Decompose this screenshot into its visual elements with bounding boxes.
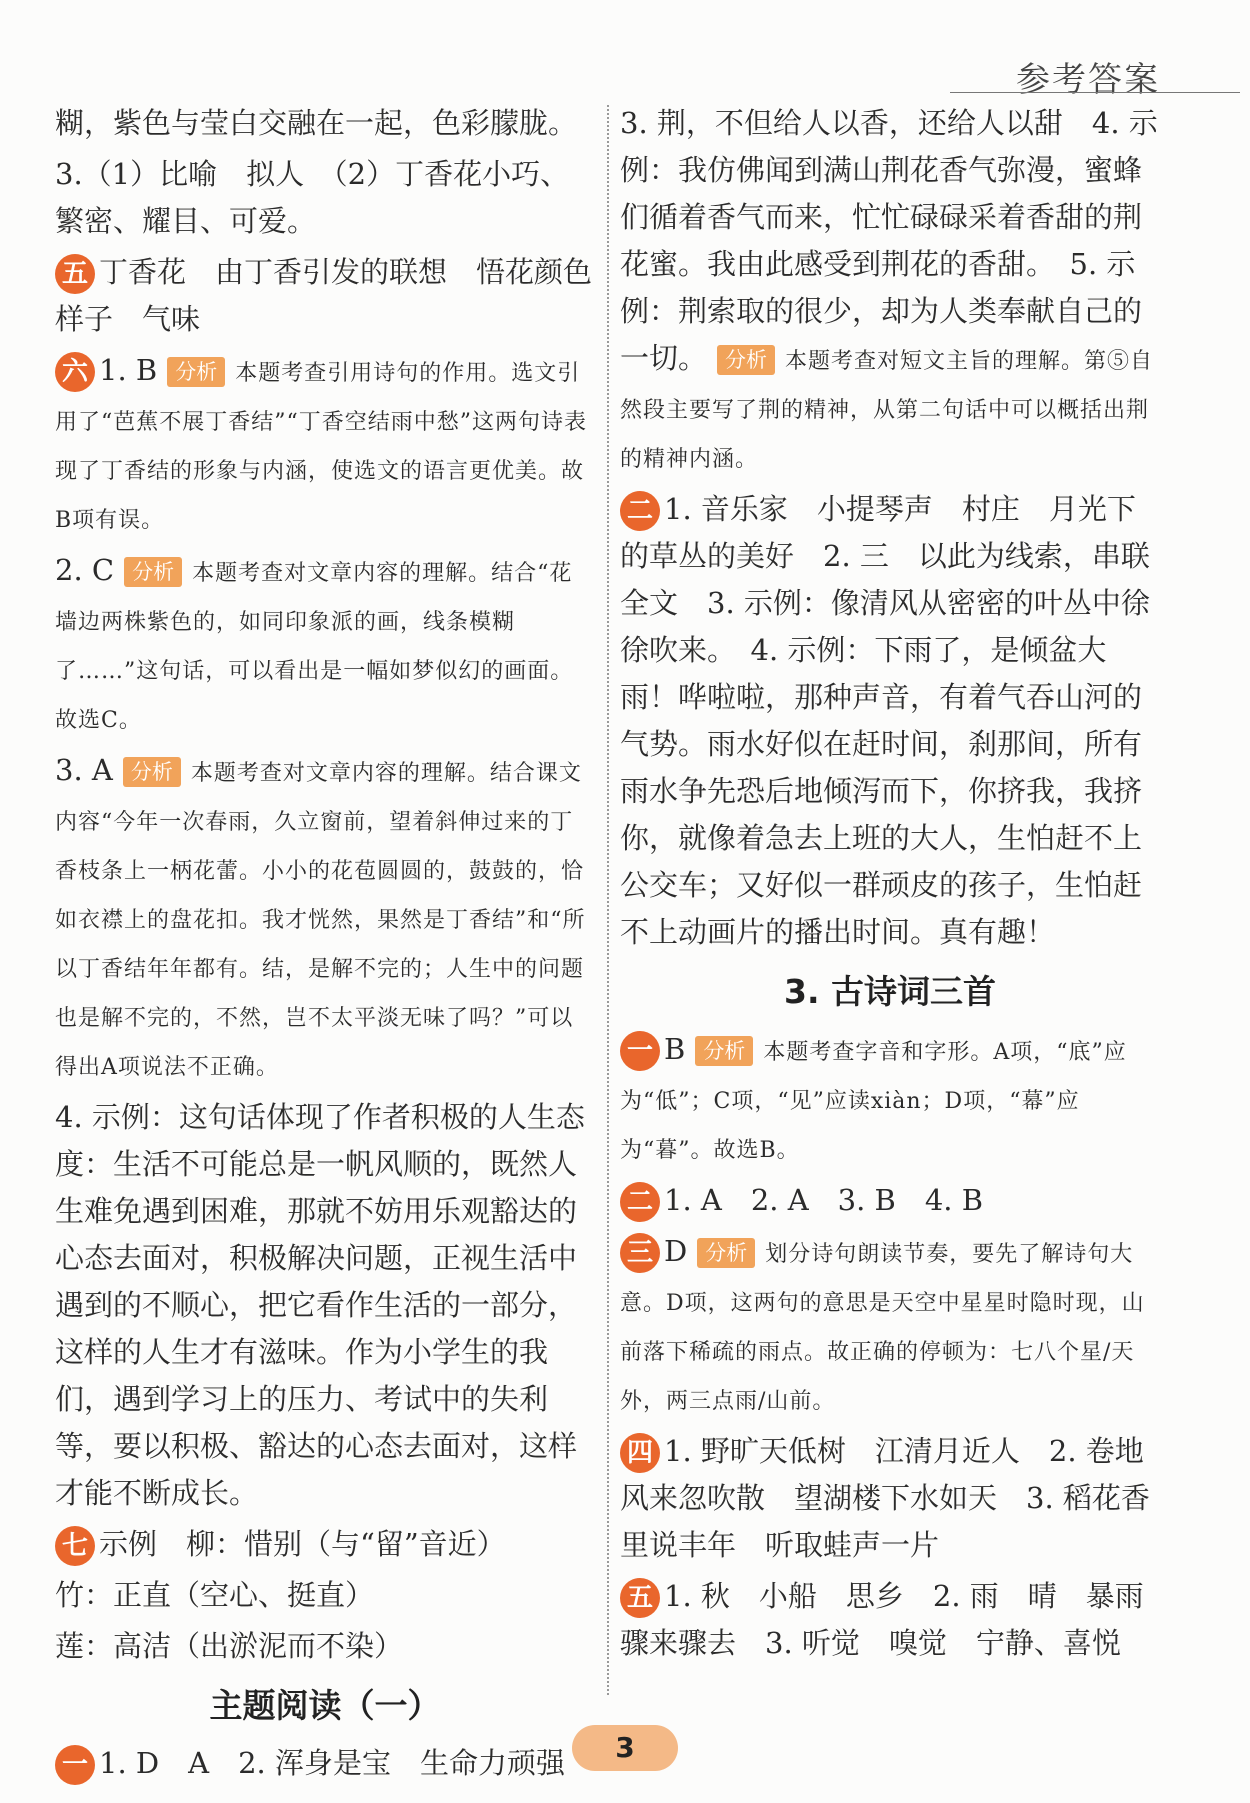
analysis-text: 本题考查对文章内容的理解。结合课文内容“今年一次春雨，久立窗前，望着斜伸过来的丁香枝条上一柄花蕾。小小的花苞圆圆的，鼓鼓的，恰如衣襟上的盘花扣。我才恍然，果然是丁香结”和“所以丁香结年年都有。结，是解不完的；人生中的问题也是解不完的，不然，岂不太平淡无味了吗？”可以得出A项说法不正确。 [55, 761, 586, 1080]
section-title: 3. 古诗词三首 [784, 972, 996, 1011]
answer-key: 1. B [99, 353, 158, 387]
section-badge: 一 [620, 1031, 660, 1071]
answer-section [55, 249, 622, 343]
analysis-tag: 分析 [167, 357, 225, 387]
analysis-text: 划分诗句朗读节奏，要先了解诗句大意。D项，这两句的意思是天空中星星时隐时现，山前落下稀疏的雨点。故正确的停顿为：七八个星/天外，两三点雨/山前。 [620, 1242, 1145, 1414]
answer-text: 1. D A 2. 浑身是宝 生命力顽强 [99, 1746, 565, 1780]
section-badge: 四 [620, 1433, 660, 1473]
answer-text: 示例 柳：惜别（与“留”音近） [99, 1527, 506, 1561]
answer-key: D [664, 1234, 688, 1268]
analysis-text: 本题考查对短文主旨的理解。第⑤自然段主要写了荆的精神，从第二句话中可以概括出荆的精神内涵。 [620, 349, 1154, 472]
right-column [620, 100, 1160, 1671]
left-column [55, 100, 622, 1791]
section-badge: 一 [55, 1745, 95, 1785]
answer-text: 竹：正直（空心、挺直） [55, 1578, 375, 1612]
answer-key: B [664, 1032, 686, 1066]
section-badge: 二 [620, 491, 660, 531]
analysis-tag: 分析 [695, 1036, 753, 1066]
header-rule [950, 92, 1240, 93]
section-badge: 二 [620, 1182, 660, 1222]
analysis-tag: 分析 [124, 557, 182, 587]
answer-text: 4. 示例：这句话体现了作者积极的人生态度：生活不可能总是一帆风顺的，既然人生难免遇到困难，那就不妨用乐观豁达的心态去面对，积极解决问题，正视生活中遇到的不顺心，把它看作生活的一部分，这样的人生才有滋味。作为小学生的我们，遇到学习上的压力、考试中的失利等，要以积极、豁达的心态去面对，这样才能不断成长。 [55, 1100, 585, 1510]
answer-text: 丁香花 由丁香引发的联想 悟花颜色 样子 气味 [55, 255, 622, 336]
section-badge: 三 [620, 1233, 660, 1273]
answer-text: 1. 音乐家 小提琴声 村庄 月光下的草丛的美好 2. 三 以此为线索，串联全文 3. 示例：像清风从密密的叶丛中徐徐吹来。 4. 示例：下雨了，是倾盆大雨！哗啦啦，那种声音，有着气吞山河的气势。雨水好似在赶时间，刹那间，所有雨水争先恐后地倾泻而下，你挤我，我挤你，就像着急去上班的大人，生怕赶不上公交车；又好似一群顽皮的孩子，生怕赶不上动画片的播出时间。真有趣！ [620, 492, 1150, 949]
page-number: 3 [572, 1725, 678, 1771]
analysis-tag: 分析 [717, 345, 775, 375]
section-badge: 七 [55, 1526, 95, 1566]
answer-text: 3. 荆，不但给人以香，还给人以甜 4. 示例：我仿佛闻到满山荆花香气弥漫，蜜蜂们循着香气而来，忙忙碌碌采着香甜的荆花蜜。我由此感受到荆花的香甜。 5. 示例：荆索取的很少，却为人类奉献自己的一切。 [620, 106, 1158, 375]
section-badge: 五 [55, 254, 95, 294]
answer-text: 3.（1）比喻 拟人 （2）丁香花小巧、繁密、耀目、可爱。 [55, 157, 570, 238]
analysis-tag: 分析 [123, 757, 181, 787]
analysis-text: 本题考查对文章内容的理解。结合“花墙边两株紫色的，如同印象派的画，线条模糊了……”这句话，可以看出是一幅如梦似幻的画面。故选C。 [55, 561, 574, 733]
section-badge: 五 [620, 1578, 660, 1618]
answer-key: 2. C [55, 553, 115, 587]
analysis-tag: 分析 [697, 1238, 755, 1268]
answer-text: 糊，紫色与莹白交融在一起，色彩朦胧。 [55, 106, 578, 140]
analysis-text: 本题考查引用诗句的作用。选文引用了“芭蕉不展丁香结”“丁香空结雨中愁”这两句诗表现了丁香结的形象与内涵，使选文的语言更优美。故B项有误。 [55, 361, 587, 533]
answer-text: 1. A 2. A 3. B 4. B [664, 1183, 984, 1217]
answer-text: 1. 秋 小船 思乡 2. 雨 晴 暴雨骤来骤去 3. 听觉 嗅觉 宁静、喜悦 [620, 1579, 1144, 1660]
answer-section [55, 347, 595, 543]
analysis-text: 本题考查字音和字形。A项，“底”应为“低”；C项，“见”应读xiàn；D项，“幕”应为“暮”。故选B。 [620, 1040, 1127, 1163]
section-title: 主题阅读（一） [209, 1686, 441, 1725]
answer-text: 莲：高洁（出淤泥而不染） [55, 1629, 404, 1663]
header-title: 参考答案 [1016, 60, 1160, 100]
answer-key: 3. A [55, 753, 113, 787]
column-divider [607, 105, 609, 1695]
section-badge: 六 [55, 352, 95, 392]
answer-text: 1. 野旷天低树 江清月近人 2. 卷地风来忽吹散 望湖楼下水如天 3. 稻花香里说丰年 听取蛙声一片 [620, 1434, 1150, 1562]
